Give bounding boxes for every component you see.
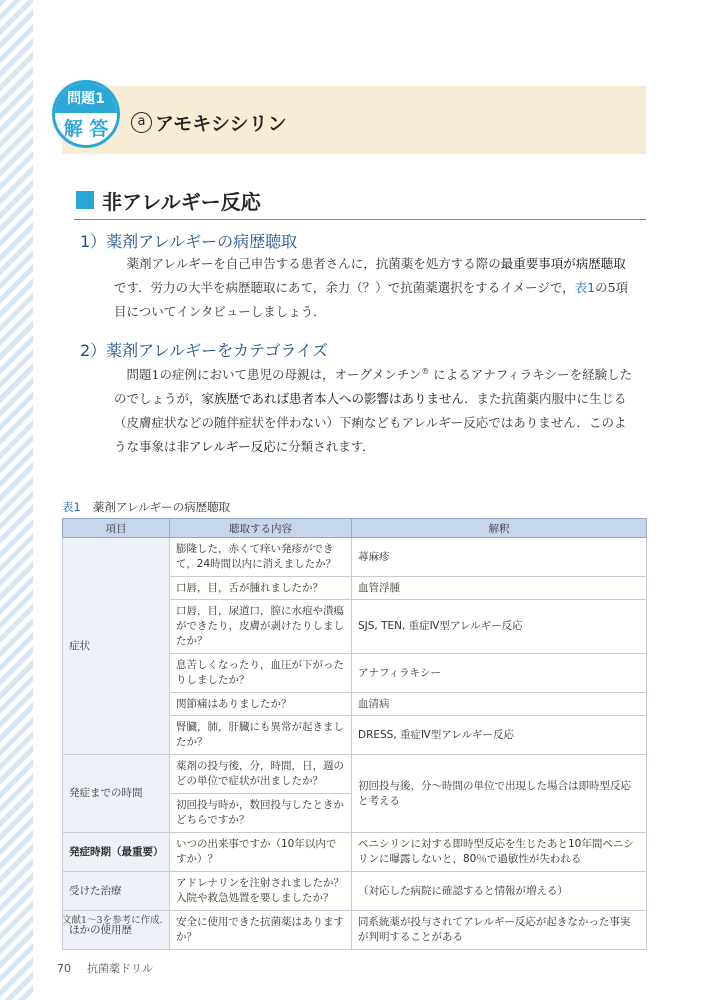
table-row	[63, 872, 647, 911]
decorative-stripe	[0, 0, 33, 1000]
question-cell: 安全に使用できた抗菌薬はありますか？	[170, 911, 352, 950]
interpretation-cell: DRESS, 重症Ⅳ型アレルギー反応	[352, 716, 647, 755]
interpretation-cell: （対応した病院に確認すると情報が増える）	[352, 872, 647, 911]
badge-answer-label: 解 答	[63, 117, 109, 140]
question-cell: いつの出来事ですか（10年以内ですか）？	[170, 833, 352, 872]
category-onset: 発症までの時間	[63, 755, 170, 833]
interpretation-cell: 蕁麻疹	[352, 538, 647, 577]
subheading-categorize: 2）薬剤アレルギーをカテゴライズ	[80, 341, 328, 360]
section-heading	[74, 186, 646, 220]
page-footer	[57, 960, 153, 976]
answer-text: アモキシシリン	[155, 113, 287, 135]
category-timing: 発症時期（最重要）	[63, 833, 170, 872]
question-cell: 膨隆した，赤くて痒い発疹ができて，24時間以内に消えましたか？	[170, 538, 352, 577]
section-title: 非アレルギー反応	[102, 190, 261, 214]
answer-badge	[52, 80, 120, 148]
question-cell: 薬剤の投与後，分，時間，日，週のどの単位で症状が出ましたか？	[170, 755, 352, 794]
interpretation-cell: 血清病	[352, 693, 647, 716]
table-row	[63, 755, 647, 794]
interpretation-cell: 初回投与後，分〜時間の単位で出現した場合は即時型反応と考える	[352, 755, 647, 833]
square-bullet-icon	[76, 191, 94, 209]
question-cell: 口唇，目，尿道口，膣に水疱や潰瘍ができたり，皮膚が剥けたりしましたか？	[170, 600, 352, 654]
interpretation-cell: アナフィラキシー	[352, 654, 647, 693]
question-cell: 初回投与時か，数回投与したときかどちらですか？	[170, 794, 352, 833]
choice-mark: a	[131, 112, 152, 133]
header-item: 項目	[63, 519, 170, 538]
table-row	[63, 833, 647, 872]
history-table	[62, 518, 647, 950]
category-symptoms: 症状	[63, 538, 170, 755]
category-other-use: ほかの使用歴	[63, 911, 170, 950]
table-number: 表1	[62, 500, 81, 514]
header-interpretation: 解釈	[352, 519, 647, 538]
page-number: 70	[57, 962, 71, 975]
table-header-row	[63, 519, 647, 538]
book-title: 抗菌薬ドリル	[87, 962, 153, 975]
category-treatment: 受けた治療	[63, 872, 170, 911]
interpretation-cell: SJS, TEN, 重症Ⅳ型アレルギー反応	[352, 600, 647, 654]
answer-line	[131, 109, 287, 136]
table-caption	[62, 499, 230, 515]
table-reference-link: 表1	[574, 280, 596, 295]
paragraph-categorize: 問題1の症例において患児の母親は，オーグメンチン® によるアナフィラキシーを経験したのでしょうが，家族歴であれば患者本人への影響はありません．また抗菌薬内服中に生じる（皮膚症状などの随伴症状を伴わない）下痢などもアレルギー反応ではありません．このような事象は非アレルギー反応に分類されます．	[114, 367, 633, 455]
table-footnote: 文献1〜3を参考に作成．	[62, 915, 170, 926]
question-cell: 息苦しくなったり，血圧が下がったりしましたか？	[170, 654, 352, 693]
subheading-history: 1）薬剤アレルギーの病歴聴取	[80, 232, 298, 251]
question-cell: 口唇，目，舌が腫れましたか？	[170, 577, 352, 600]
interpretation-cell: ペニシリンに対する即時型反応を生じたあと10年間ペニシリンに曝露しないと，80％で過敏性が失われる	[352, 833, 647, 872]
question-cell: 腎臓，肺，肝臓にも異常が起きましたか？	[170, 716, 352, 755]
interpretation-cell: 同系統薬が投与されてアレルギー反応が起きなかった事実が判明することがある	[352, 911, 647, 950]
paragraph-history: 薬剤アレルギーを自己申告する患者さんに，抗菌薬を処方する際の最重要事項が病歴聴取です．労力の大半を病歴聴取にあて，余力（？）で抗菌薬選択をするイメージで，表1の5項目についてインタビューしましょう．	[114, 256, 629, 319]
interpretation-cell: 血管浮腫	[352, 577, 647, 600]
table-row	[63, 538, 647, 577]
header-question: 聴取する内容	[170, 519, 352, 538]
badge-problem-label: 問題1	[55, 83, 117, 113]
question-cell: 関節痛はありましたか？	[170, 693, 352, 716]
question-cell: アドレナリンを注射されましたか？入院や救急処置を要しましたか？	[170, 872, 352, 911]
table-title: 薬剤アレルギーの病歴聴取	[92, 500, 231, 514]
